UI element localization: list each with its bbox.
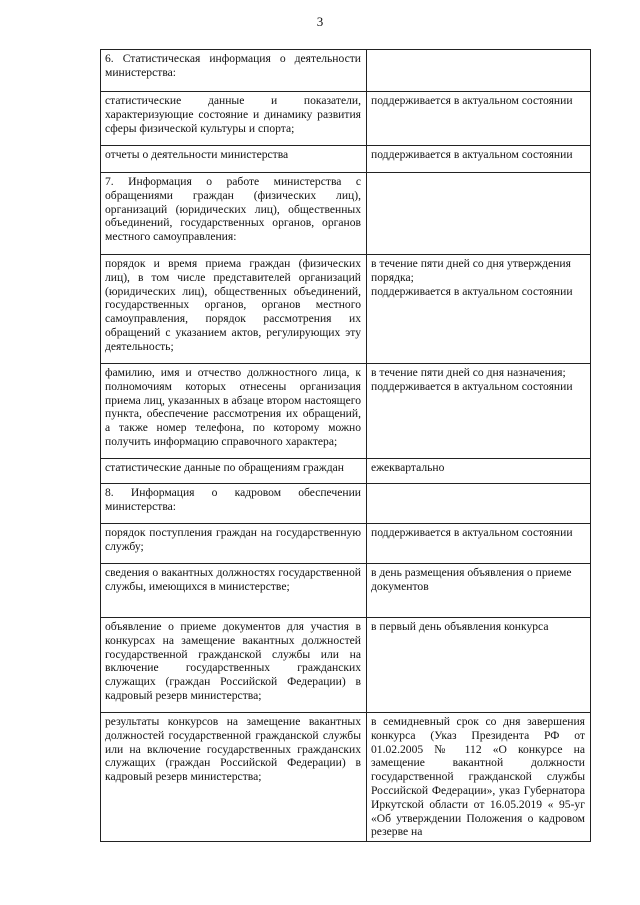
- update-schedule-cell: [367, 564, 591, 618]
- info-category-cell: 6. Статистическая информация о деятельности министерства:: [101, 50, 367, 92]
- schedule-line: поддерживается в актуальном состоянии: [371, 379, 573, 393]
- table-row: [101, 146, 591, 173]
- info-category-cell: результаты конкурсов на замещение вакантных должностей государственной гражданской службы или на включение государственных гражданских служащих (граждан Российской Федерации) в кадровый резерв министерства;: [101, 713, 367, 842]
- update-schedule-cell: [367, 255, 591, 364]
- update-schedule-cell: [367, 364, 591, 459]
- schedule-line: поддерживается в актуальном состоянии: [371, 526, 573, 539]
- page-number: 3: [316, 14, 324, 29]
- info-category-cell: порядок поступления граждан на государственную службу;: [101, 524, 367, 564]
- table-row: [101, 484, 591, 524]
- update-schedule-cell: [367, 173, 591, 255]
- update-schedule-cell: [367, 484, 591, 524]
- schedule-line: в семидневный срок со дня завершения конкурса (Указ Президента РФ от 01.02.2005 № 112 «О конкурсе на замещение вакантной должности государственной гражданской службы Российской Федерации», указ Губернатора Иркутской области от 16.05.2019 « 95-уг «Об утверждении Положения о кадровом резерве на: [371, 715, 585, 839]
- update-schedule-cell: [367, 50, 591, 92]
- update-schedule-cell: [367, 146, 591, 173]
- schedule-line: в первый день объявления конкурса: [371, 620, 549, 633]
- update-schedule-cell: [367, 713, 591, 842]
- table-row: [101, 50, 591, 92]
- table-row: [101, 255, 591, 364]
- table-row: [101, 713, 591, 842]
- info-category-cell: 8. Информация о кадровом обеспечении министерства:: [101, 484, 367, 524]
- info-category-cell: статистические данные по обращениям граждан: [101, 459, 367, 484]
- info-category-cell: отчеты о деятельности министерства: [101, 146, 367, 173]
- schedule-line: в течение пяти дней со дня назначения;: [371, 366, 566, 379]
- info-category-cell: статистические данные и показатели, характеризующие состояние и динамику развития сферы физической культуры и спорта;: [101, 92, 367, 146]
- schedule-line: поддерживается в актуальном состоянии: [371, 94, 573, 107]
- table-row: [101, 524, 591, 564]
- info-category-cell: порядок и время приема граждан (физических лиц), в том числе представителей организаций (юридических лиц), общественных объединений, государственных органов, органов местного самоуправления, порядок рассмотрения их обращений с указанием актов, регулирующих эту деятельность;: [101, 255, 367, 364]
- update-schedule-cell: [367, 459, 591, 484]
- schedule-line: поддерживается в актуальном состоянии: [371, 284, 573, 298]
- table-row: [101, 173, 591, 255]
- table-row: [101, 92, 591, 146]
- update-schedule-cell: [367, 524, 591, 564]
- schedule-line: в течение пяти дней со дня утверждения порядка;: [371, 257, 571, 284]
- info-category-cell: 7. Информация о работе министерства с обращениями граждан (физических лиц), организаций (юридических лиц), общественных объединений, государственных органов, органов местного самоуправления:: [101, 173, 367, 255]
- table-row: [101, 564, 591, 618]
- info-category-cell: фамилию, имя и отчество должностного лица, к полномочиям которых отнесены организация приема лиц, указанных в абзаце втором настоящего пункта, обеспечение рассмотрения их обращений, а также номер телефона, по которому можно получить информацию справочного характера;: [101, 364, 367, 459]
- update-schedule-cell: [367, 92, 591, 146]
- update-schedule-cell: [367, 618, 591, 713]
- schedule-line: в день размещения объявления о приеме документов: [371, 566, 572, 593]
- schedule-line: ежеквартально: [371, 461, 445, 474]
- table-row: [101, 364, 591, 459]
- table-row: [101, 618, 591, 713]
- info-category-cell: объявление о приеме документов для участия в конкурсах на замещение вакантных должностей государственной гражданской службы или на включение государственных гражданских служащих (граждан Российской Федерации) в кадровый резерв министерства;: [101, 618, 367, 713]
- information-table: [100, 49, 591, 842]
- schedule-line: поддерживается в актуальном состоянии: [371, 148, 573, 161]
- info-category-cell: сведения о вакантных должностях государственной службы, имеющихся в министерстве;: [101, 564, 367, 618]
- table-row: [101, 459, 591, 484]
